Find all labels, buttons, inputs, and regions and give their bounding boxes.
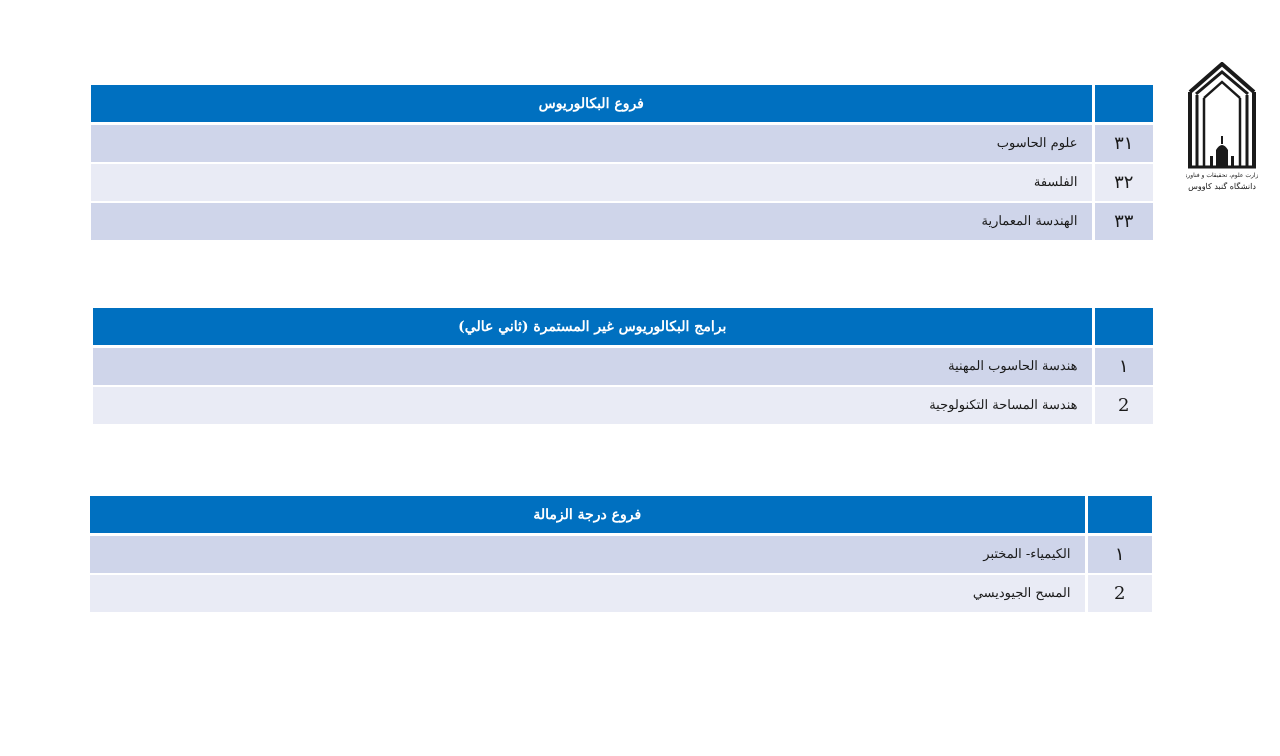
row-number: ٣١ (1093, 124, 1153, 164)
row-number: ٣٢ (1093, 163, 1153, 202)
logo-caption-line2: دانشگاه گنبد کاووس (1188, 182, 1256, 191)
row-name: هندسة الحاسوب المهنية (93, 347, 1093, 387)
table-row (90, 574, 1152, 613)
row-number: 2 (1093, 386, 1153, 425)
table-header-row (91, 85, 1153, 124)
number-header-cell (1086, 496, 1152, 535)
row-number: ١ (1093, 347, 1153, 387)
table-row (91, 202, 1153, 241)
table-discontinuous-bachelor (93, 308, 1153, 426)
university-logo (1186, 62, 1258, 202)
table-title: برامج البكالوريوس غير المستمرة (ثاني عالي) (93, 308, 1093, 347)
table-row (90, 535, 1152, 575)
row-name: الكيمياء- المختبر (90, 535, 1086, 575)
number-header-cell (1093, 85, 1153, 124)
table-associate-branches (90, 496, 1152, 614)
table-header-row (93, 308, 1153, 347)
logo-emblem-icon (1186, 62, 1258, 202)
row-number: ١ (1086, 535, 1152, 575)
table-header-row (90, 496, 1152, 535)
logo-caption-line1: وزارت علوم، تحقیقات و فناوری (1186, 172, 1258, 179)
row-name: الفلسفة (91, 163, 1093, 202)
row-name: هندسة المساحة التكنولوجية (93, 386, 1093, 425)
table-title: فروع درجة الزمالة (90, 496, 1086, 535)
row-name: الهندسة المعمارية (91, 202, 1093, 241)
table-bachelor-branches (91, 85, 1153, 242)
table-row (91, 124, 1153, 164)
number-header-cell (1093, 308, 1153, 347)
table-title: فروع البكالوريوس (91, 85, 1093, 124)
table-row (91, 163, 1153, 202)
row-number: 2 (1086, 574, 1152, 613)
table-row (93, 386, 1153, 425)
table-row (93, 347, 1153, 387)
row-number: ٣٣ (1093, 202, 1153, 241)
row-name: علوم الحاسوب (91, 124, 1093, 164)
row-name: المسح الجيوديسي (90, 574, 1086, 613)
